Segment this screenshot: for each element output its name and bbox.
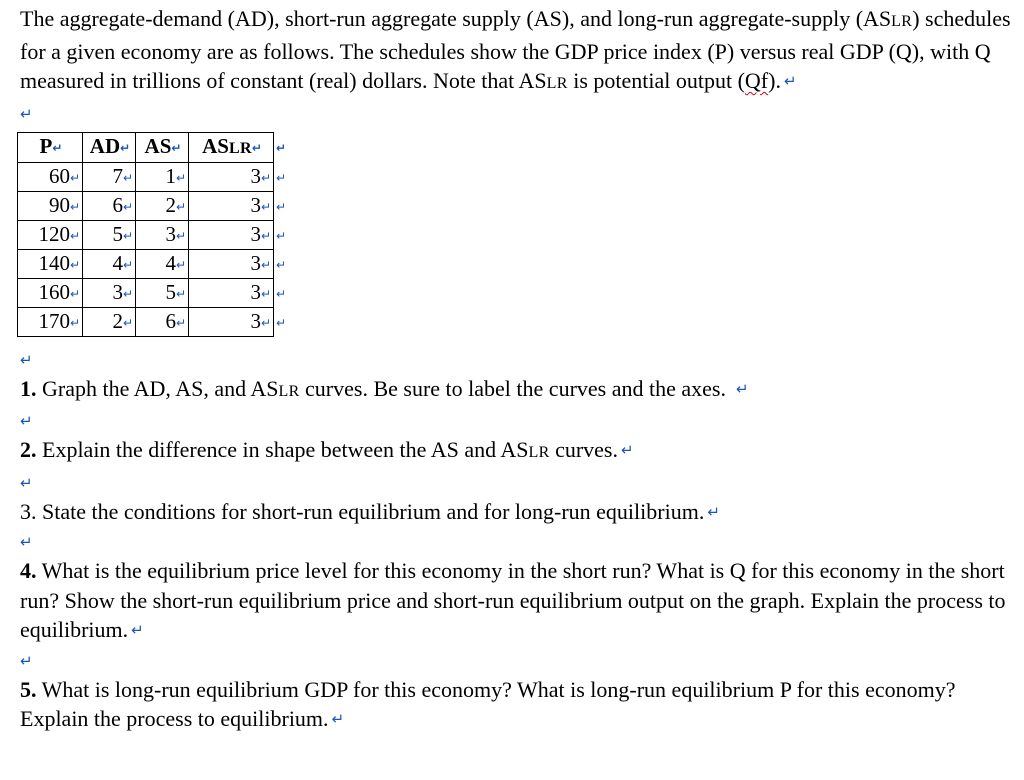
row-mark-icon: ↵	[276, 315, 287, 330]
cell-mark-icon: ↵	[175, 257, 186, 272]
cell-mark-icon: ↵	[69, 257, 80, 272]
question-1: 1. Graph the AD, AS, and ASLR curves. Be sure to label the curves and the axes. ↵	[20, 375, 749, 401]
row-mark-icon: ↵	[276, 170, 287, 185]
cell-p: 60↵	[18, 162, 83, 191]
row-end-mark	[274, 307, 289, 336]
paragraph-mark-icon: ↵	[20, 533, 33, 551]
cell-mark-icon: ↵	[122, 315, 133, 330]
row-end-mark	[274, 162, 289, 191]
row-mark-icon: ↵	[276, 257, 287, 272]
header-cell-as: AS↵	[136, 132, 189, 162]
cell-ad: 3↵	[83, 278, 136, 307]
cell-mark-icon: ↵	[69, 228, 80, 243]
document-body	[20, 4, 1020, 735]
cell-mark-icon: ↵	[175, 286, 186, 301]
cell-aslr: 3↵	[189, 249, 274, 278]
cell-mark-icon: ↵	[69, 170, 80, 185]
question-4: 4. What is the equilibrium price level for this economy in the short run? What is Q for this economy in the short run? Show the short-run equilibrium price and short-run equilibrium output on the graph. Explain the process to equilibrium. ↵	[20, 558, 1006, 642]
cell-mark-icon: ↵	[69, 199, 80, 214]
cell-ad: 5↵	[83, 220, 136, 249]
empty-paragraph	[20, 527, 1020, 556]
cell-mark-icon: ↵	[260, 170, 271, 185]
paragraph-mark-icon: ↵	[707, 502, 720, 521]
paragraph-mark-icon: ↵	[620, 441, 634, 459]
table-row	[18, 191, 289, 220]
cell-aslr: 3↵	[189, 278, 274, 307]
table-row	[18, 278, 289, 307]
cell-mark-icon: ↵	[122, 286, 133, 301]
cell-ad: 2↵	[83, 307, 136, 336]
cell-mark-icon: ↵	[69, 315, 80, 330]
cell-aslr: 3↵	[189, 307, 274, 336]
question-5: 5. What is long-run equilibrium GDP for this economy? What is long-run equilibrium P for this economy? Explain the process to equilibrium. ↵	[20, 676, 956, 731]
paragraph-mark-icon: ↵	[20, 104, 33, 123]
cell-mark-icon: ↵	[175, 315, 186, 330]
row-mark-icon: ↵	[276, 141, 287, 155]
paragraph-mark-icon: ↵	[20, 473, 33, 492]
cell-p: 160↵	[18, 278, 83, 307]
table-row	[18, 249, 289, 278]
table-body	[18, 162, 289, 336]
cell-ad: 7↵	[83, 162, 136, 191]
cell-mark-icon: ↵	[120, 141, 131, 155]
row-end-mark	[274, 132, 289, 162]
row-end-mark	[274, 191, 289, 220]
row-end-mark	[274, 278, 289, 307]
cell-p: 120↵	[18, 220, 83, 249]
paragraph-mark-icon: ↵	[20, 412, 33, 430]
row-mark-icon: ↵	[276, 199, 287, 214]
cell-mark-icon: ↵	[260, 199, 271, 214]
question-3: 3. State the conditions for short-run equilibrium and for long-run equilibrium. ↵	[20, 498, 720, 524]
intro-lr-label: LR	[546, 75, 568, 92]
cell-as: 6↵	[136, 307, 189, 336]
cell-as: 5↵	[136, 278, 189, 307]
empty-paragraph	[20, 406, 1020, 435]
cell-mark-icon: ↵	[171, 141, 182, 155]
cell-mark-icon: ↵	[122, 199, 133, 214]
row-end-mark	[274, 249, 289, 278]
intro-text: ).	[768, 68, 781, 93]
intro-paragraph	[20, 4, 1020, 99]
row-mark-icon: ↵	[276, 286, 287, 301]
cell-p: 170↵	[18, 307, 83, 336]
cell-as: 3↵	[136, 220, 189, 249]
table-row	[18, 220, 289, 249]
cell-mark-icon: ↵	[260, 286, 271, 301]
table-row	[18, 307, 289, 336]
cell-mark-icon: ↵	[122, 228, 133, 243]
cell-as: 4↵	[136, 249, 189, 278]
empty-paragraph	[20, 646, 1020, 675]
potential-output-symbol: Qf	[744, 68, 769, 93]
cell-mark-icon: ↵	[175, 228, 186, 243]
intro-text: ) schedules for a given economy are as follows. The schedules show the GDP price index (P) versus real GDP (Q), with Q measured in trillions of constant (real) dollars. Note that AS	[20, 6, 1011, 93]
paragraph-mark-icon: ↵	[20, 350, 33, 369]
cell-aslr: 3↵	[189, 191, 274, 220]
cell-as: 2↵	[136, 191, 189, 220]
cell-as: 1↵	[136, 162, 189, 191]
paragraph-mark-icon: ↵	[20, 651, 33, 670]
empty-paragraph	[20, 99, 1020, 128]
table-header-row	[18, 132, 289, 162]
cell-mark-icon: ↵	[122, 170, 133, 185]
row-mark-icon: ↵	[276, 228, 287, 243]
table-row	[18, 162, 289, 191]
cell-ad: 4↵	[83, 249, 136, 278]
cell-ad: 6↵	[83, 191, 136, 220]
paragraph-mark-icon: ↵	[131, 621, 144, 639]
cell-aslr: 3↵	[189, 220, 274, 249]
question-2: 2. Explain the difference in shape between the AS and ASLR curves. ↵	[20, 437, 634, 462]
intro-text: is potential output (	[567, 68, 745, 93]
intro-text: The aggregate-demand (AD), short-run aggregate supply (AS), and long-run aggregate-supply (AS	[20, 6, 892, 31]
paragraph-mark-icon: ↵	[735, 379, 749, 398]
cell-mark-icon: ↵	[260, 228, 271, 243]
empty-paragraph	[20, 345, 1020, 374]
cell-mark-icon: ↵	[260, 315, 271, 330]
cell-p: 90↵	[18, 191, 83, 220]
cell-p: 140↵	[18, 249, 83, 278]
cell-mark-icon: ↵	[69, 286, 80, 301]
intro-lr-label: LR	[891, 13, 913, 30]
cell-mark-icon: ↵	[175, 199, 186, 214]
header-cell-ad: AD↵	[83, 132, 136, 162]
cell-mark-icon: ↵	[175, 170, 186, 185]
row-end-mark	[274, 220, 289, 249]
header-cell-aslr: ASLR↵	[189, 132, 274, 162]
cell-mark-icon: ↵	[251, 140, 262, 155]
header-cell-p: P↵	[18, 132, 83, 162]
cell-mark-icon: ↵	[52, 141, 63, 155]
cell-mark-icon: ↵	[260, 257, 271, 272]
paragraph-mark-icon: ↵	[783, 72, 797, 90]
cell-mark-icon: ↵	[122, 257, 133, 272]
schedule-table	[17, 132, 289, 337]
cell-aslr: 3↵	[189, 162, 274, 191]
paragraph-mark-icon: ↵	[331, 710, 345, 728]
empty-paragraph	[20, 468, 1020, 497]
